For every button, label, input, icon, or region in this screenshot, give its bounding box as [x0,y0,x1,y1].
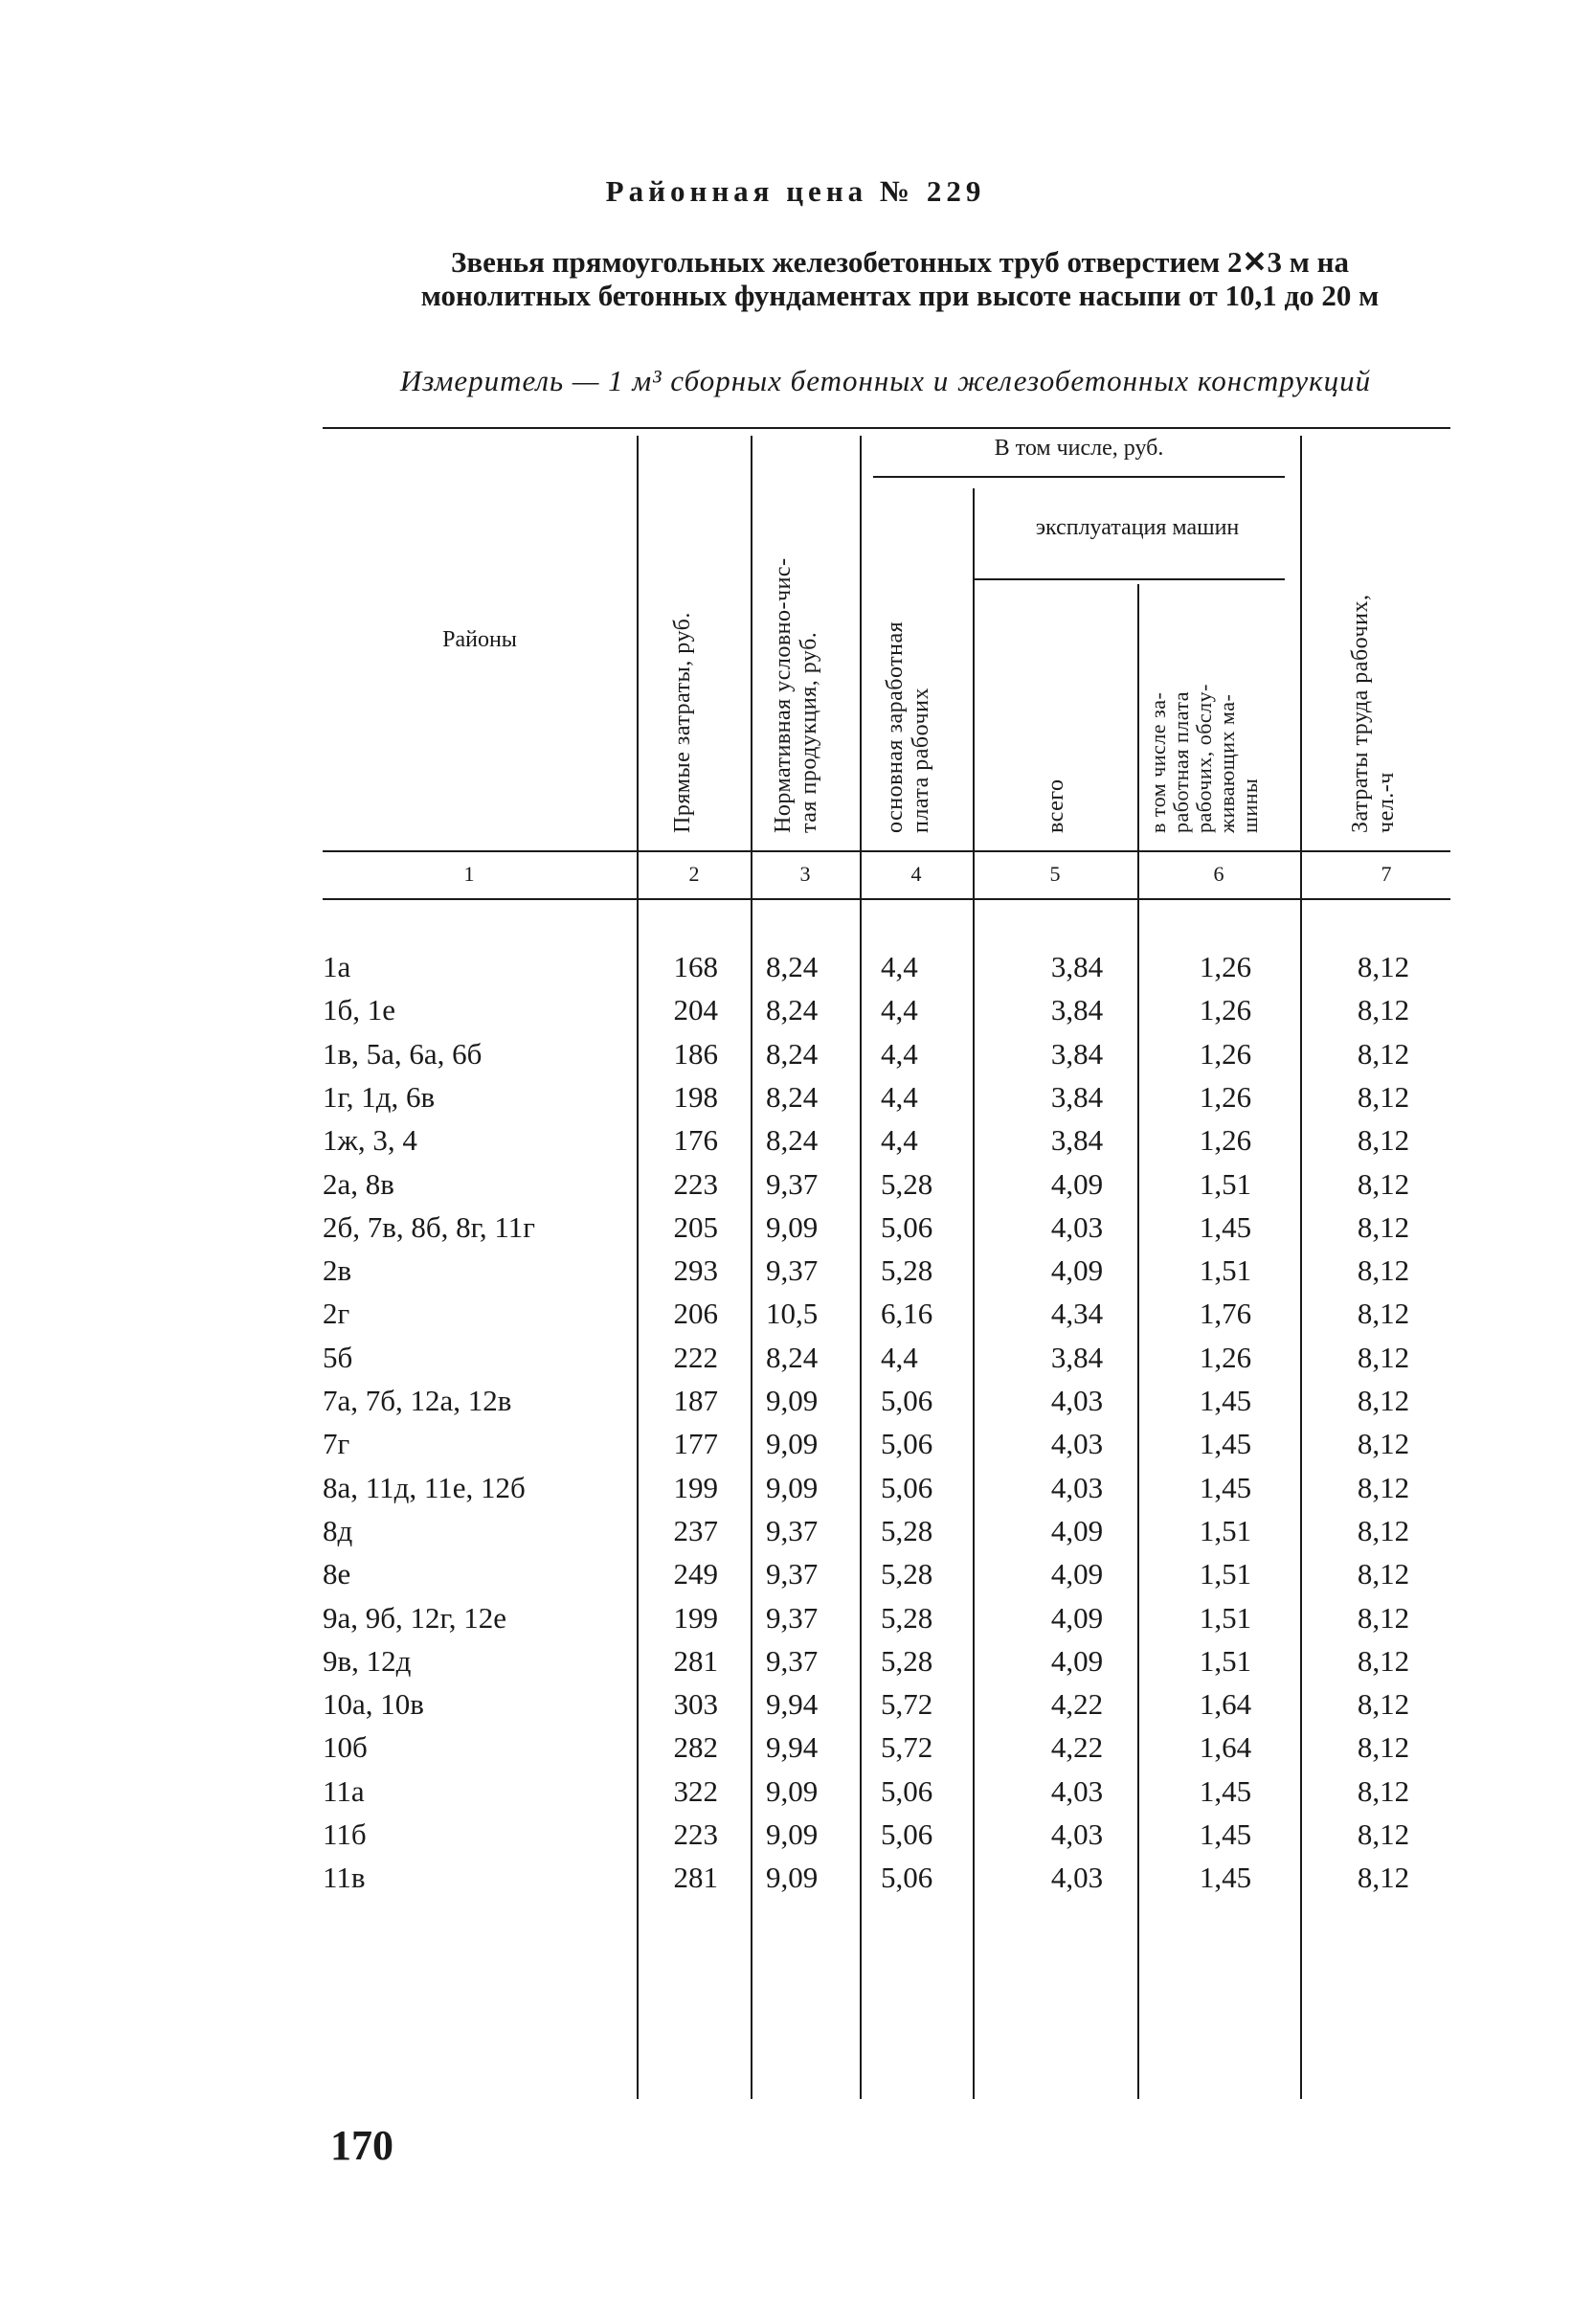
row-machine-wage: 1,45 [1199,1817,1252,1851]
header-labor [1348,595,1400,833]
row-machines-total: 4,09 [1050,1557,1104,1591]
header-incl-wage-line2: работная плата [1169,690,1193,833]
row-machines-total: 4,03 [1050,1209,1104,1244]
row-direct-costs: 199 [673,1600,718,1635]
row-base-wage: 5,72 [881,1730,933,1765]
colnum-2: 2 [688,862,700,886]
row-region: 1в, 5а, 6а, 6б [323,1036,483,1071]
row-machine-wage: 1,51 [1199,1513,1252,1547]
row-normative: 9,94 [766,1687,819,1722]
row-base-wage: 5,06 [881,1470,933,1504]
row-machines-total: 4,22 [1050,1730,1104,1765]
row-region: 1ж, 3, 4 [323,1123,417,1158]
row-machine-wage: 1,26 [1199,1036,1252,1071]
header-base-wage [883,621,934,833]
row-region: 1г, 1д, 6в [323,1079,436,1114]
row-base-wage: 6,16 [881,1297,933,1331]
row-base-wage: 5,28 [881,1600,933,1635]
row-direct-costs: 198 [673,1079,718,1114]
header-normative [771,557,822,833]
row-region: 8а, 11д, 11е, 12б [323,1470,526,1504]
row-machine-wage: 1,45 [1199,1209,1252,1244]
row-machines-total: 3,84 [1050,1079,1104,1114]
row-direct-costs: 199 [673,1470,718,1504]
col-sep-2 [751,436,752,2099]
row-region: 5б [323,1340,353,1374]
row-direct-costs: 176 [673,1123,718,1158]
row-direct-costs: 249 [673,1557,718,1591]
row-machines-total: 3,84 [1050,1036,1104,1071]
header-total [1044,778,1069,833]
row-labor: 8,12 [1357,1730,1410,1765]
colnum-7: 7 [1381,862,1392,886]
row-region: 9в, 12д [323,1643,412,1678]
row-region: 1б, 1е [323,993,396,1027]
row-machine-wage: 1,76 [1199,1297,1252,1331]
row-base-wage: 5,06 [881,1817,933,1851]
row-machine-wage: 1,51 [1199,1253,1252,1288]
row-labor: 8,12 [1357,1253,1410,1288]
header-incl-wage-line3: рабочих, обслу- [1192,684,1216,833]
header-labor-line2: чел.-ч [1374,772,1399,833]
header-incl-wage-line1: в том числе за- [1146,691,1170,833]
page-number: 170 [330,2122,393,2169]
row-labor: 8,12 [1357,1643,1410,1678]
row-labor: 8,12 [1357,1513,1410,1547]
row-base-wage: 5,28 [881,1557,933,1591]
header-normative-line2: тая продукция, руб. [797,631,821,833]
row-normative: 8,24 [766,1340,819,1374]
row-machines-total: 4,09 [1050,1513,1104,1547]
row-normative: 8,24 [766,993,819,1027]
row-labor: 8,12 [1357,1384,1410,1417]
row-machine-wage: 1,45 [1199,1384,1252,1417]
row-machine-wage: 1,26 [1199,993,1252,1027]
row-labor: 8,12 [1357,1600,1410,1635]
row-machines-total: 3,84 [1050,950,1104,983]
row-machine-wage: 1,45 [1199,1470,1252,1504]
row-direct-costs: 223 [673,1817,718,1851]
row-base-wage: 4,4 [881,950,918,983]
header-direct-costs-text: Прямые затраты, руб. [670,612,695,833]
header-regions: Районы [442,627,517,652]
colnum-bottom-rule [323,898,1450,900]
row-machine-wage: 1,51 [1199,1600,1252,1635]
row-region: 2б, 7в, 8б, 8г, 11г [323,1209,535,1244]
row-normative: 8,24 [766,1123,819,1158]
row-region: 8д [323,1513,353,1547]
row-machines-total: 4,09 [1050,1643,1104,1678]
row-machines-total: 4,03 [1050,1470,1104,1504]
row-normative: 9,37 [766,1513,819,1547]
table-subtitle: Звенья прямоугольных железобетонных труб отверстием 2✕3 м на монолитных бетонных фундаментах при высоте насыпи от 10,1 до 20 м [420,245,1380,312]
row-region: 7г [323,1427,350,1461]
row-base-wage: 4,4 [881,993,918,1027]
row-machines-total: 4,03 [1050,1773,1104,1808]
row-base-wage: 5,06 [881,1427,933,1461]
row-labor: 8,12 [1357,1861,1410,1895]
row-normative: 8,24 [766,950,819,983]
row-base-wage: 5,28 [881,1166,933,1201]
col-sep-6 [1300,436,1302,2099]
row-region: 2а, 8в [323,1166,394,1201]
including-rule [873,476,1285,478]
row-direct-costs: 186 [673,1036,718,1071]
row-machine-wage: 1,26 [1199,950,1252,983]
row-labor: 8,12 [1357,1773,1410,1808]
row-normative: 9,37 [766,1557,819,1591]
row-labor: 8,12 [1357,1427,1410,1461]
row-direct-costs: 205 [673,1209,718,1244]
row-normative: 8,24 [766,1079,819,1114]
row-normative: 9,09 [766,1817,819,1851]
table-top-rule [323,427,1450,429]
row-direct-costs: 282 [673,1730,718,1765]
row-region: 8е [323,1557,351,1591]
row-machines-total: 4,03 [1050,1384,1104,1417]
header-total-text: всего [1044,778,1068,833]
row-direct-costs: 223 [673,1166,718,1201]
row-normative: 9,09 [766,1470,819,1504]
header-incl-wage [1147,684,1262,833]
row-machine-wage: 1,26 [1199,1123,1252,1158]
header-including: В том числе, руб. [994,436,1164,461]
row-normative: 8,24 [766,1036,819,1071]
row-labor: 8,12 [1357,950,1410,983]
row-labor: 8,12 [1357,1557,1410,1591]
row-labor: 8,12 [1357,1687,1410,1722]
row-machines-total: 3,84 [1050,1123,1104,1158]
row-base-wage: 5,72 [881,1687,933,1722]
row-machines-total: 4,09 [1050,1600,1104,1635]
header-machine-operation: эксплуатация машин [1035,515,1240,540]
row-region: 2г [323,1297,350,1331]
row-base-wage: 4,4 [881,1036,918,1071]
row-labor: 8,12 [1357,1209,1410,1244]
row-normative: 9,09 [766,1861,819,1895]
row-base-wage: 5,28 [881,1643,933,1678]
colnum-5: 5 [1049,862,1061,886]
row-direct-costs: 206 [673,1297,718,1331]
page-title: Районная цена № 229 [605,174,986,208]
row-normative: 9,37 [766,1600,819,1635]
row-machine-wage: 1,51 [1199,1166,1252,1201]
row-machine-wage: 1,51 [1199,1643,1252,1678]
machines-rule [975,578,1285,580]
row-labor: 8,12 [1357,1123,1410,1158]
row-normative: 9,09 [766,1209,819,1244]
header-labor-line1: Затраты труда рабочих, [1348,594,1373,833]
row-labor: 8,12 [1357,1079,1410,1114]
row-direct-costs: 322 [673,1773,718,1808]
row-base-wage: 5,28 [881,1513,933,1547]
row-region: 11б [323,1817,367,1851]
row-direct-costs: 237 [673,1513,718,1547]
colnum-6: 6 [1213,862,1224,886]
row-base-wage: 5,28 [881,1253,933,1288]
row-labor: 8,12 [1357,1297,1410,1331]
row-labor: 8,12 [1357,1036,1410,1071]
row-machines-total: 4,09 [1050,1166,1104,1201]
row-base-wage: 5,06 [881,1209,933,1244]
row-normative: 9,37 [766,1166,819,1201]
row-direct-costs: 187 [673,1384,718,1417]
row-machines-total: 3,84 [1050,993,1104,1027]
row-normative: 10,5 [766,1297,819,1331]
row-region: 1а [323,950,351,983]
row-direct-costs: 281 [673,1643,718,1678]
colnum-1: 1 [463,862,475,886]
row-base-wage: 5,06 [881,1861,933,1895]
row-direct-costs: 168 [673,950,718,983]
row-normative: 9,37 [766,1643,819,1678]
row-direct-costs: 222 [673,1340,718,1374]
row-machines-total: 4,34 [1050,1297,1104,1331]
row-normative: 9,37 [766,1253,819,1288]
row-machine-wage: 1,45 [1199,1427,1252,1461]
header-normative-line1: Нормативная условно-чис- [771,557,796,833]
header-incl-wage-line5: шины [1238,778,1262,833]
row-region: 9а, 9б, 12г, 12е [323,1600,507,1635]
row-machine-wage: 1,26 [1199,1079,1252,1114]
row-base-wage: 5,06 [881,1773,933,1808]
header-base-wage-line1: основная заработная [883,620,908,833]
row-machines-total: 4,09 [1050,1253,1104,1288]
colnum-3: 3 [799,862,811,886]
row-machines-total: 3,84 [1050,1340,1104,1374]
row-machine-wage: 1,45 [1199,1861,1252,1895]
row-direct-costs: 281 [673,1861,718,1895]
row-machines-total: 4,03 [1050,1817,1104,1851]
row-labor: 8,12 [1357,1340,1410,1374]
row-direct-costs: 303 [673,1687,718,1722]
row-machine-wage: 1,64 [1199,1730,1252,1765]
row-labor: 8,12 [1357,1470,1410,1504]
row-labor: 8,12 [1357,993,1410,1027]
row-region: 11а [323,1773,365,1808]
row-base-wage: 4,4 [881,1079,918,1114]
row-direct-costs: 293 [673,1253,718,1288]
row-region: 2в [323,1253,352,1288]
row-machines-total: 4,22 [1050,1687,1104,1722]
row-region: 7а, 7б, 12а, 12в [323,1384,512,1417]
row-machines-total: 4,03 [1050,1861,1104,1895]
row-labor: 8,12 [1357,1817,1410,1851]
colnum-4: 4 [910,862,922,886]
row-normative: 9,94 [766,1730,819,1765]
header-direct-costs [670,612,696,833]
row-normative: 9,09 [766,1773,819,1808]
header-base-wage-line2: плата рабочих [909,688,933,833]
row-direct-costs: 204 [673,993,718,1027]
header-bottom-rule [323,850,1450,852]
row-machines-total: 4,03 [1050,1427,1104,1461]
row-base-wage: 4,4 [881,1123,918,1158]
row-machine-wage: 1,45 [1199,1773,1252,1808]
row-normative: 9,09 [766,1427,819,1461]
row-machine-wage: 1,51 [1199,1557,1252,1591]
header-incl-wage-line4: живающих ма- [1215,693,1239,833]
row-region: 10а, 10в [323,1687,424,1722]
row-base-wage: 4,4 [881,1340,918,1374]
row-machine-wage: 1,26 [1199,1340,1252,1374]
row-base-wage: 5,06 [881,1384,933,1417]
row-region: 10б [323,1730,368,1765]
row-labor: 8,12 [1357,1166,1410,1201]
row-machine-wage: 1,64 [1199,1687,1252,1722]
unit-of-measure: Измеритель — 1 м³ сборных бетонных и железобетонных конструкций [399,364,1372,397]
row-direct-costs: 177 [673,1427,718,1461]
row-normative: 9,09 [766,1384,819,1417]
row-region: 11в [323,1861,366,1895]
